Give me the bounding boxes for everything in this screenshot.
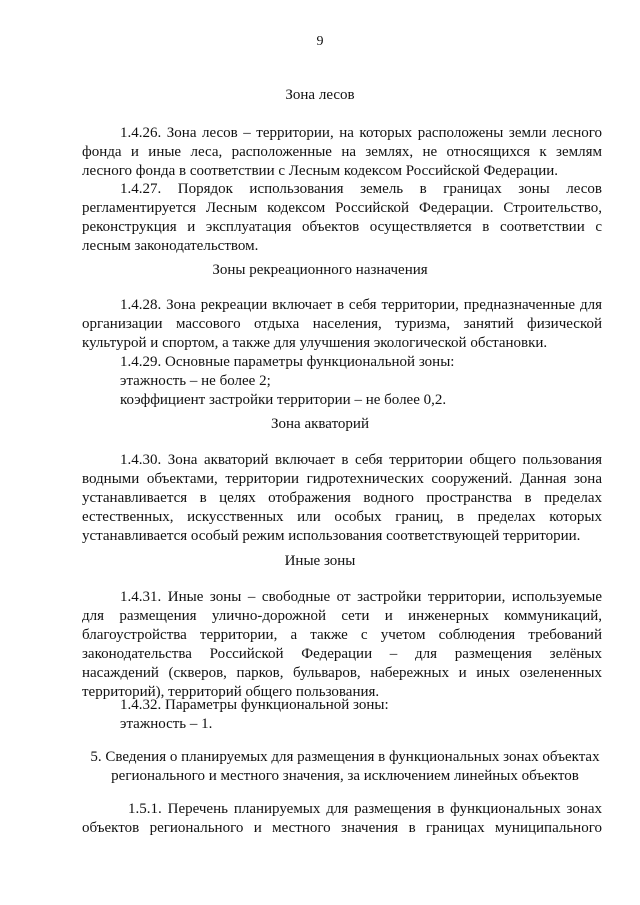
- page-number: 9: [316, 34, 324, 49]
- text-line: устанавливается в целях отображения водного пространства в пределах: [82, 490, 602, 506]
- text-line: лесного фонда в соответствии с Лесным кодексом Российской Федерации.: [82, 163, 559, 179]
- paragraph-1-4-32: [118, 696, 602, 734]
- text-line: 1.4.26. Зона лесов – территории, на которых расположены земли лесного: [120, 125, 602, 141]
- text-line: 1.4.27. Порядок использования земель в границах зоны лесов: [120, 181, 602, 197]
- text-line: объектов регионального и местного значения в границах муниципального: [82, 820, 602, 836]
- text-line: реконструкция и эксплуатация объектов осуществляется в соответствии с: [82, 219, 602, 235]
- heading-forest-zone: Зона лесов: [285, 87, 355, 103]
- paragraph-1-4-27: [82, 180, 602, 256]
- text-line: 1.4.31. Иные зоны – свободные от застройки территории, используемые: [120, 589, 602, 605]
- text-line: благоустройства территории, а также с учетом соблюдения требований: [82, 627, 602, 643]
- text-line: 1.4.29. Основные параметры функциональной зоны:: [120, 354, 455, 370]
- text-line: 1.4.28. Зона рекреации включает в себя территории, предназначенные для: [120, 297, 602, 313]
- paragraph-1-4-31: [82, 588, 602, 702]
- text-line: коэффициент застройки территории – не более 0,2.: [120, 392, 447, 408]
- text-line: культурой и спортом, а также для улучшения экологической обстановки.: [82, 335, 548, 351]
- text-line: регламентируется Лесным кодексом Российской Федерации. Строительство,: [82, 200, 602, 216]
- text-line: организации массового отдыха населения, туризма, занятий физической: [82, 316, 602, 332]
- text-line: для размещения улично-дорожной сети и инженерных коммуникаций,: [82, 608, 602, 624]
- text-line: этажность – 1.: [120, 716, 213, 732]
- text-line: 1.4.30. Зона акваторий включает в себя территории общего пользования: [120, 452, 602, 468]
- text-line: устанавливается особый режим использования соответствующей территории.: [82, 528, 581, 544]
- paragraph-1-4-29: [118, 353, 602, 410]
- text-line: 1.4.32. Параметры функциональной зоны:: [120, 697, 389, 713]
- section-5-heading: [80, 748, 610, 786]
- text-line: фонда и иные леса, расположенные на землях, не относящихся к землям: [82, 144, 602, 160]
- paragraph-1-4-26: [82, 124, 602, 181]
- paragraph-1-4-28: [82, 296, 602, 353]
- heading-water-zone: Зона акваторий: [271, 416, 369, 432]
- section-5-heading-line: 5. Сведения о планируемых для размещения в функциональных зонах объектах: [90, 749, 600, 765]
- text-line: водными объектами, территории гидротехнических сооружений. Данная зона: [82, 471, 602, 487]
- text-line: законодательства Российской Федерации – для размещения зелёных: [82, 646, 602, 662]
- paragraph-1-4-30: [82, 451, 602, 546]
- text-line: естественных, искусственных или особых границ, в пределах которых: [82, 509, 602, 525]
- text-line: 1.5.1. Перечень планируемых для размещения в функциональных зонах: [128, 801, 602, 817]
- text-line: этажность – не более 2;: [120, 373, 271, 389]
- text-line: лесным законодательством.: [82, 238, 259, 254]
- heading-other-zones: Иные зоны: [284, 553, 356, 569]
- section-5-heading-line: регионального и местного значения, за исключением линейных объектов: [111, 768, 579, 784]
- heading-recreation-zones: Зоны рекреационного назначения: [212, 262, 428, 278]
- text-line: территорий), территорий общего пользования.: [82, 684, 380, 700]
- paragraph-1-5-1: [82, 800, 602, 838]
- text-line: насаждений (скверов, парков, бульваров, набережных и иных озелененных: [82, 665, 602, 681]
